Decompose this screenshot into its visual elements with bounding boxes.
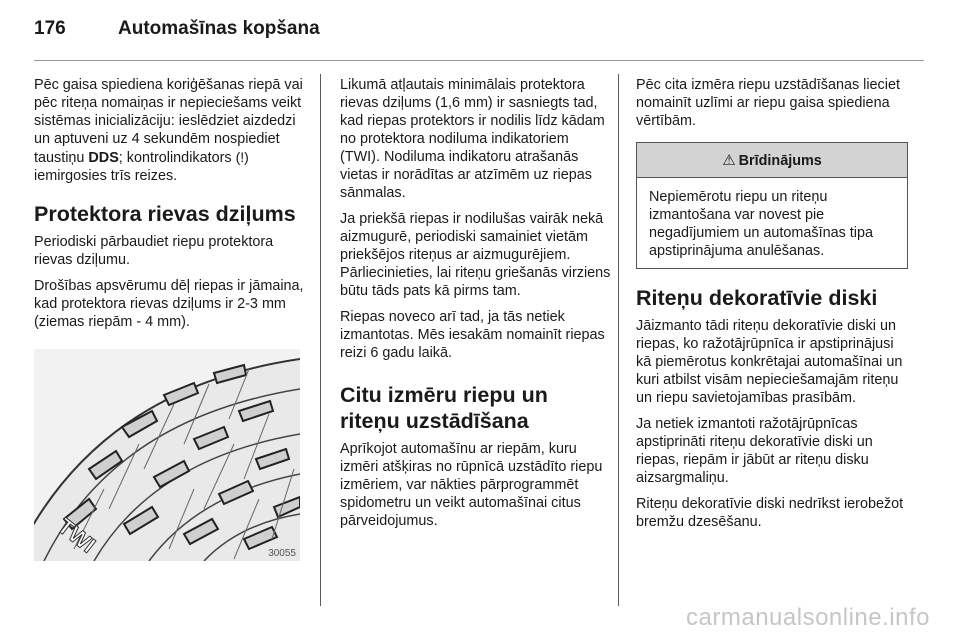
tyre-tread-illustration — [34, 349, 300, 561]
warning-title: Brīdinājums — [738, 153, 822, 169]
dds-text-end: iemirgosies trīs reizes. — [34, 168, 178, 184]
page-number: 176 — [34, 18, 66, 39]
heading-tread-depth: Protektora rievas dziļums — [34, 202, 296, 226]
column-divider-2 — [618, 74, 619, 606]
dds-reset-paragraph — [34, 76, 306, 185]
rotation-paragraph: Ja priekšā riepas ir nodilušas vairāk nekā aizmugurē, periodiski samainiet vietām priekšējos riteņus ar aizmugurējiem. Pārliecinieties, lai riteņu griešanās virziens būtu tāds pats kā pirms tam. — [340, 211, 611, 299]
warning-header — [637, 143, 907, 178]
heading-other-sizes: Citu izmēru riepu un riteņu uzstādīšana — [340, 383, 548, 433]
column-3 — [636, 76, 908, 539]
heading-wheel-covers: Riteņu dekoratīvie diski — [636, 286, 878, 310]
watermark: carmanualsonline.info — [686, 604, 930, 631]
dds-text-start: Pēc gaisa spiediena koriģēšanas riepā vai pēc riteņa nomaiņas ir nepieciešams veikt sistēmas inicializāciju: ieslēdziet aizdedzi un aptuveni uz 4 sekundēm nospiediet taustiņu — [34, 77, 303, 166]
tread-safety-paragraph: Drošības apsvērumu dēļ riepas ir jāmaina, kad protektora rievas dziļums ir 2-3 mm (ziemas riepām - 4 mm). — [34, 278, 304, 330]
column-2 — [340, 76, 612, 538]
warning-triangle-icon: ⚠ — [722, 152, 736, 169]
figure-number: 30055 — [268, 548, 296, 559]
page-header — [34, 18, 320, 40]
twi-mark: TWI — [52, 513, 101, 558]
tyre-pressure-warning-icon: (!) — [235, 149, 249, 165]
page-title: Automašīnas kopšana — [118, 18, 320, 39]
dds-button-name: DDS — [88, 150, 119, 166]
warning-body — [637, 178, 907, 268]
warning-text: Nepiemērotu riepu un riteņu izmantošana var novest pie negadījumiem un automašīnas tipa apstiprinājuma anulēšanas. — [649, 189, 873, 259]
covers-rim-paragraph: Ja netiek izmantoti ražotājrūpnīcas apstiprināti riteņu dekoratīvie diski un riepas, riepām ir jābūt ar riteņu disku aizsargmaliņu. — [636, 416, 873, 486]
warning-box — [636, 142, 908, 269]
dds-text-mid: ; kontrolindikators — [118, 150, 236, 166]
column-divider-1 — [320, 74, 321, 606]
twi-paragraph: Likumā atļautais minimālais protektora rievas dziļums (1,6 mm) ir sasniegts tad, kad riepas protektors ir nodilis līdz kādam no protektora nodiluma indikatoriem (TWI). Nodiluma indikatoru atrašanās vietas ir norādītas ar atzīmēm uz riepas sānmalas. — [340, 77, 605, 201]
pressure-label-paragraph: Pēc cita izmēra riepu uzstādīšanas lieciet nomainīt uzlīmi ar riepu gaisa spiediena vērtībām. — [636, 77, 900, 129]
column-1 — [34, 76, 306, 561]
ageing-paragraph: Riepas noveco arī tad, ja tās netiek izmantotas. Mēs iesakām nomainīt riepas reizi 6 gadu laikā. — [340, 309, 605, 361]
covers-brake-paragraph: Riteņu dekoratīvie diski nedrīkst ierobežot bremžu dzesēšanu. — [636, 496, 904, 530]
header-divider — [34, 60, 924, 61]
other-sizes-paragraph: Aprīkojot automašīnu ar riepām, kuru izmēri atšķiras no rūpnīcā uzstādīto riepu izmēriem, var nākties pārprogrammēt spidometru un veikt automašīnai citus pārveidojumus. — [340, 441, 603, 529]
covers-approved-paragraph: Jāizmanto tādi riteņu dekoratīvie diski un riepas, ko ražotājrūpnīca ir apstiprinājusi kā piemērotus konkrētajai automašīnai un kuri atbilst visām nepieciešamajām riteņu un riepu savietojamības prasībām. — [636, 318, 903, 406]
tread-check-paragraph: Periodiski pārbaudiet riepu protektora rievas dziļumu. — [34, 234, 274, 268]
twi-label-drawing — [34, 349, 300, 561]
